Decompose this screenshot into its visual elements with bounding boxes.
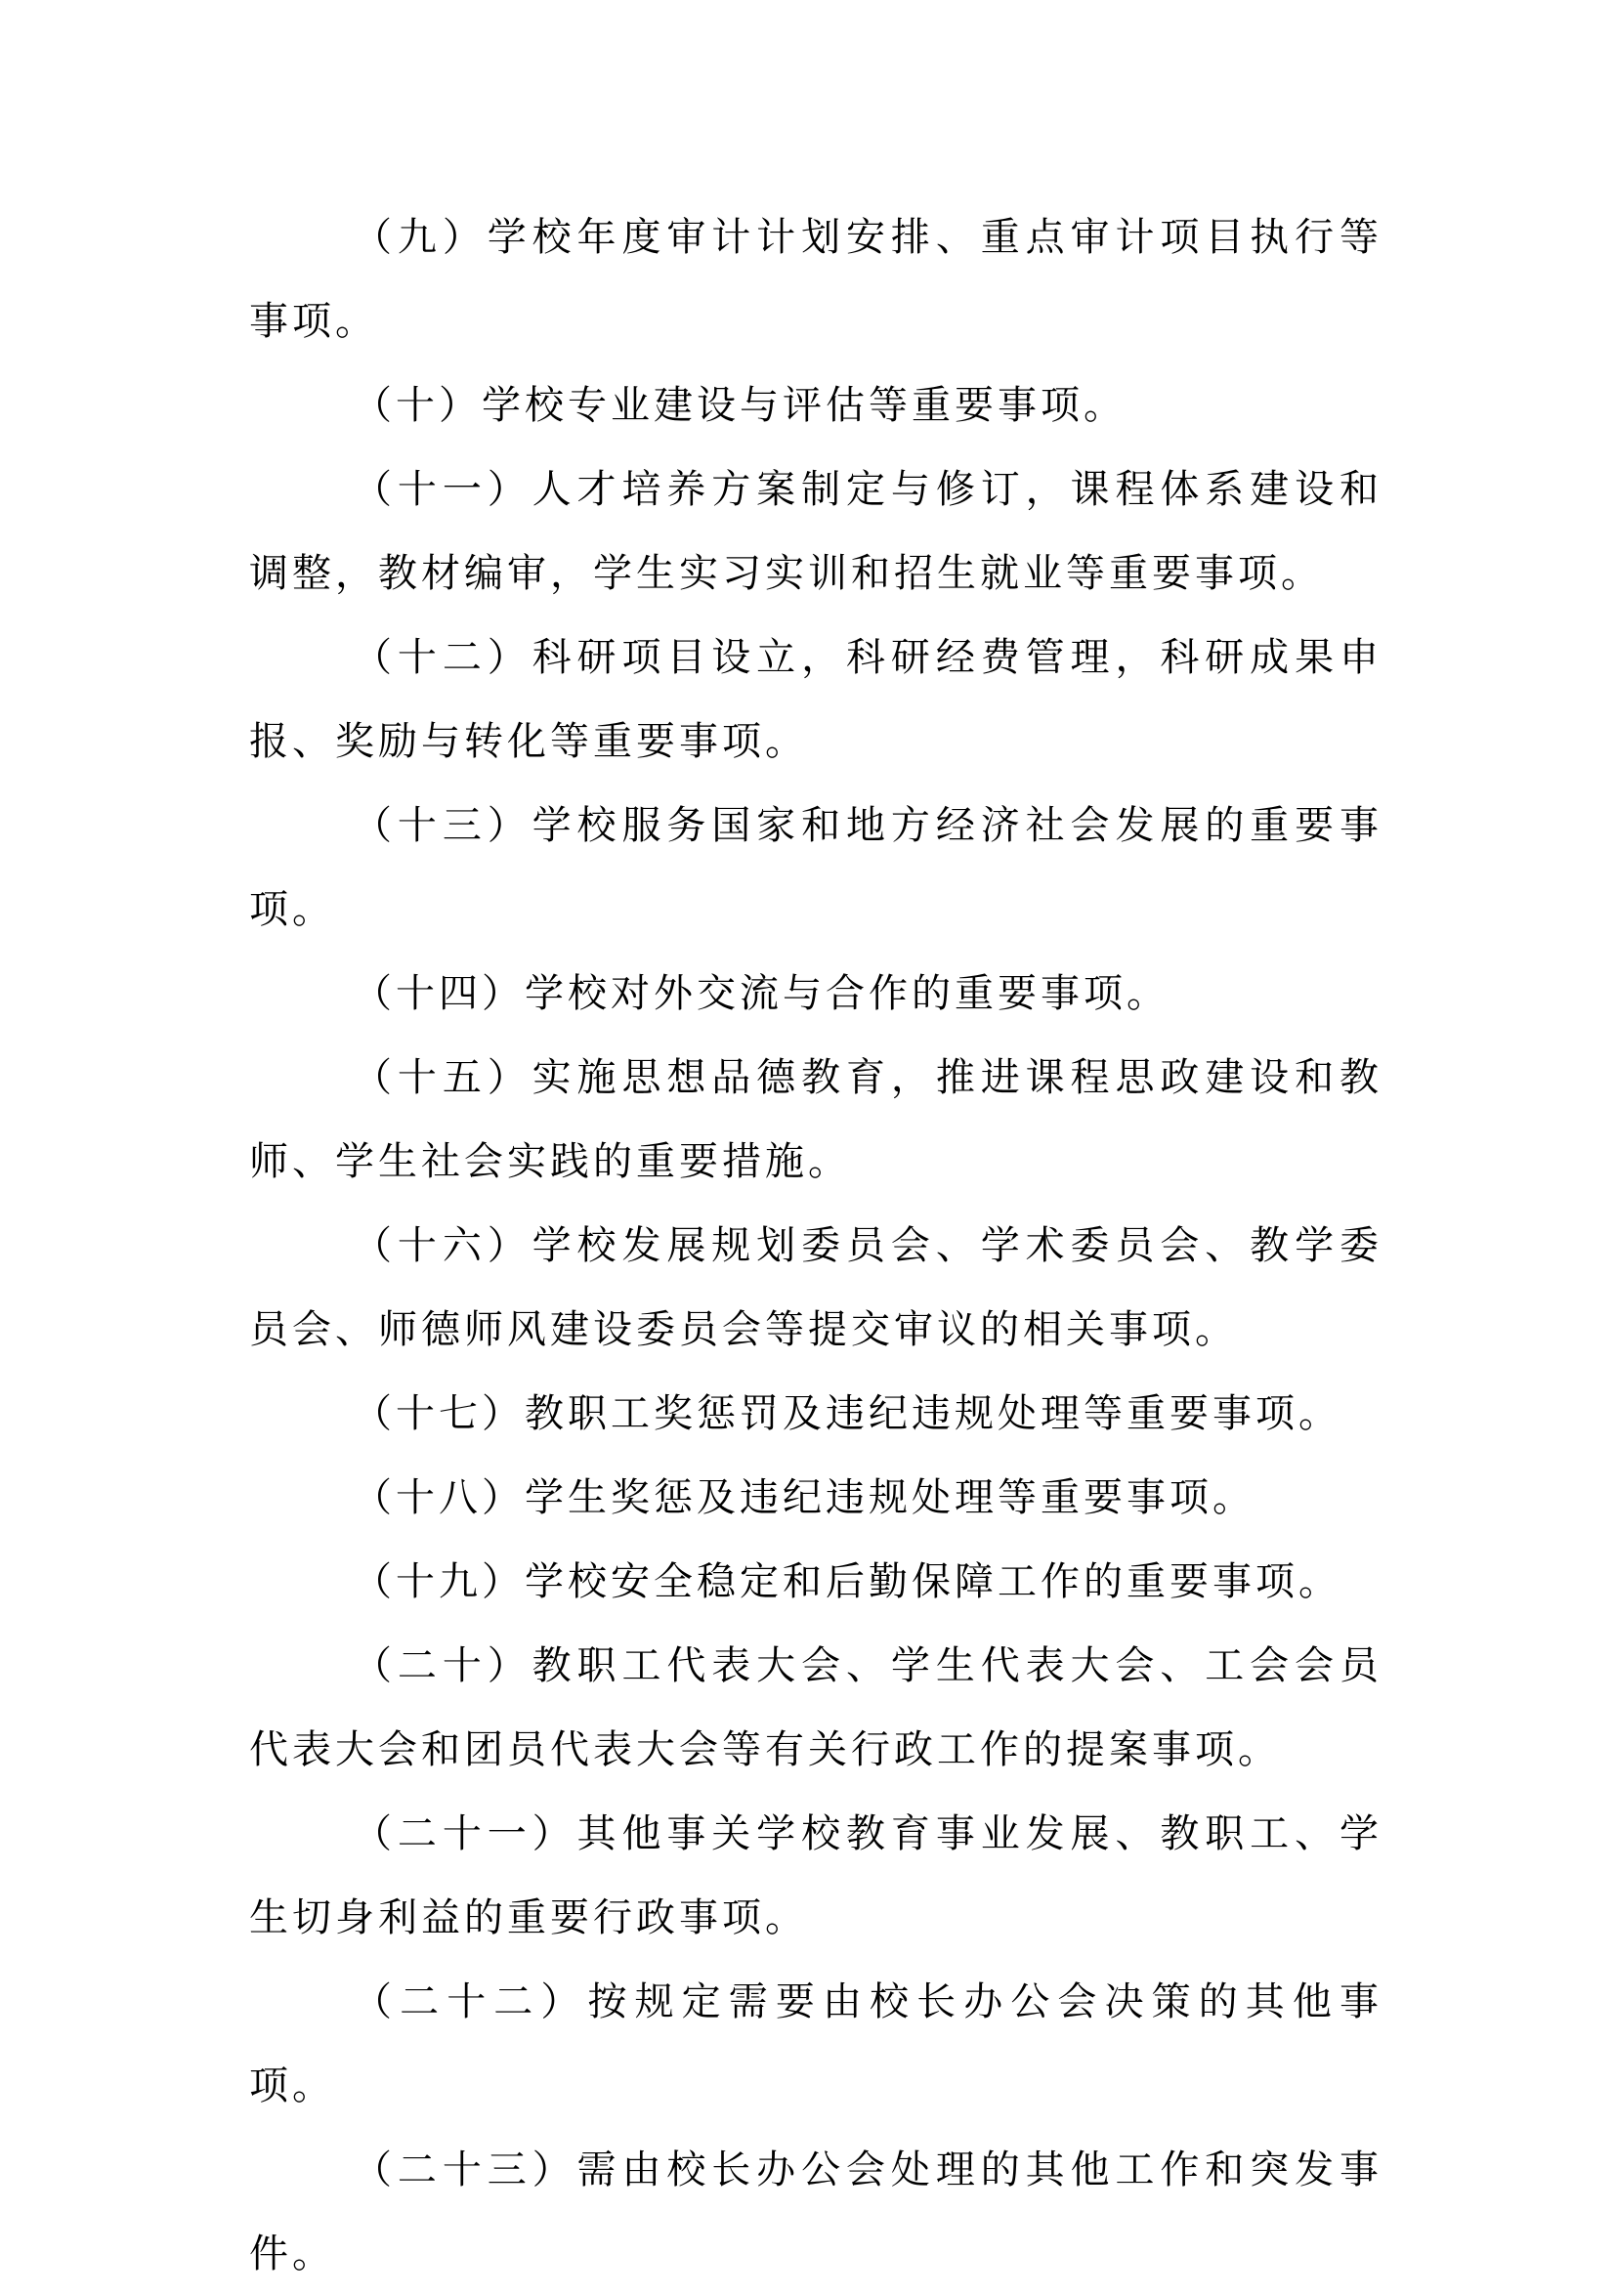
item-16-paragraph: （十六）学校发展规划委员会、学术委员会、教学委员会、师德师风建设委员会等提交审议的相关事项。 [249,1223,1382,1352]
item-10-paragraph: （十）学校专业建设与评估等重要事项。 [353,383,1127,428]
item-23-paragraph: （二十三）需由校长办公会处理的其他工作和突发事件。 [249,2147,1382,2276]
item-21-paragraph: （二十一）其他事关学校教育事业发展、教职工、学生切身利益的重要行政事项。 [249,1811,1382,1940]
item-14-paragraph: （十四）学校对外交流与合作的重要事项。 [353,971,1169,1016]
item-20-paragraph: （二十）教职工代表大会、学生代表大会、工会会员代表大会和团员代表大会等有关行政工作的提案事项。 [249,1643,1382,1772]
item-15-paragraph: （十五）实施思想品德教育，推进课程思政建设和教师、学生社会实践的重要措施。 [249,1055,1382,1184]
item-18-paragraph: （十八）学生奖惩及违纪违规处理等重要事项。 [353,1475,1255,1520]
item-22-paragraph: （二十二）按规定需要由校长办公会决策的其他事项。 [249,1979,1382,2108]
item-9-paragraph: （九）学校年度审计计划安排、重点审计项目执行等事项。 [249,215,1382,344]
document-page [249,195,1382,2296]
item-17-paragraph: （十七）教职工奖惩罚及违纪违规处理等重要事项。 [353,1391,1341,1436]
item-11-paragraph: （十一）人才培养方案制定与修订，课程体系建设和调整，教材编审，学生实习实训和招生就业等重要事项。 [249,467,1382,596]
item-12-paragraph: （十二）科研项目设立，科研经费管理，科研成果申报、奖励与转化等重要事项。 [249,635,1382,764]
item-13-paragraph: （十三）学校服务国家和地方经济社会发展的重要事项。 [249,803,1382,932]
item-19-paragraph: （十九）学校安全稳定和后勤保障工作的重要事项。 [353,1559,1341,1604]
